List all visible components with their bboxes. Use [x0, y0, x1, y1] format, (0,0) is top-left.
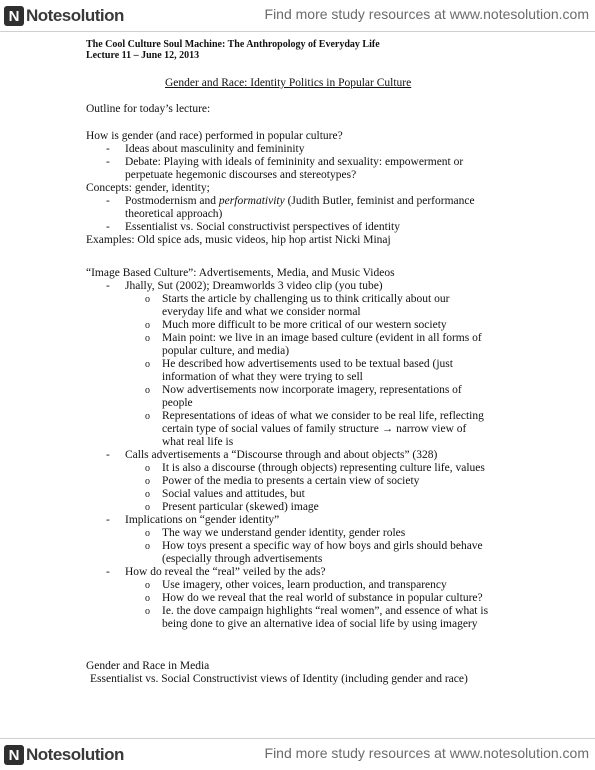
circle-bullet: o [145, 333, 150, 344]
sub-item: Much more difficult to be more critical of our western society [162, 319, 447, 331]
sub-item-continued: popular culture, and media) [162, 345, 290, 357]
top-banner [0, 0, 595, 32]
circle-bullet: o [145, 502, 150, 513]
sub-item-continued: what real life is [162, 436, 234, 448]
examples-line: Examples: Old spice ads, music videos, hip hop artist Nicki Minaj [86, 234, 391, 246]
circle-bullet: o [145, 320, 150, 331]
list-item: Ideas about masculinity and femininity [125, 143, 305, 155]
notesolution-logo-footer[interactable] [4, 743, 124, 767]
study-resources-link-footer[interactable]: Find more study resources at www.notesolution.com [264, 745, 589, 761]
logo-icon: N [4, 745, 24, 765]
sub-item-continued: information of what they were trying to sell [162, 371, 363, 383]
study-resources-link[interactable]: Find more study resources at www.notesolution.com [264, 6, 589, 22]
list-item-continued: perpetuate hegemonic discourses and stereotypes? [125, 169, 357, 181]
circle-bullet: o [145, 476, 150, 487]
section-subheading: Essentialist vs. Social Constructivist views of Identity (including gender and race) [90, 673, 468, 685]
circle-bullet: o [145, 385, 150, 396]
circle-bullet: o [145, 606, 150, 617]
circle-bullet: o [145, 528, 150, 539]
circle-bullet: o [145, 593, 150, 604]
dash-bullet: - [106, 280, 110, 292]
sub-item: He described how advertisements used to be textual based (just [162, 358, 453, 370]
sub-item: Present particular (skewed) image [162, 501, 319, 513]
dash-bullet: - [106, 449, 110, 461]
outline-label: Outline for today’s lecture: [86, 103, 211, 115]
circle-bullet: o [145, 541, 150, 552]
bottom-banner [0, 738, 595, 770]
list-item: Jhally, Sut (2002); Dreamworlds 3 video clip (you tube) [125, 280, 383, 292]
dash-bullet: - [106, 195, 110, 207]
circle-bullet: o [145, 463, 150, 474]
sub-item: The way we understand gender identity, gender roles [162, 527, 406, 539]
dash-bullet: - [106, 514, 110, 526]
notesolution-logo[interactable] [4, 4, 124, 28]
list-item: Essentialist vs. Social constructivist perspectives of identity [125, 221, 400, 233]
sub-item-continued: certain type of social values of family structure → narrow view of [162, 423, 467, 435]
section-heading: Gender and Race in Media [86, 660, 210, 672]
sub-item-continued: (especially through advertisements [162, 553, 323, 565]
concepts-heading: Concepts: gender, identity; [86, 182, 210, 194]
circle-bullet: o [145, 489, 150, 500]
sub-item: Use imagery, other voices, learn production, and transparency [162, 579, 447, 591]
sub-item: How toys present a specific way of how boys and girls should behave [162, 540, 483, 552]
sub-item-continued: people [162, 397, 193, 409]
list-item: Debate: Playing with ideals of femininity and sexuality: empowerment or [125, 156, 464, 168]
logo-icon: N [4, 6, 24, 26]
lecture-date: Lecture 11 – June 12, 2013 [86, 50, 200, 61]
sub-item-continued: everyday life and what we consider normal [162, 306, 361, 318]
circle-bullet: o [145, 580, 150, 591]
course-title: The Cool Culture Soul Machine: The Anthropology of Everyday Life [86, 39, 380, 50]
question-heading: How is gender (and race) performed in popular culture? [86, 130, 343, 142]
list-item: Implications on “gender identity” [125, 514, 280, 526]
sub-item: Social values and attitudes, but [162, 488, 305, 500]
logo-wordmark: Notesolution [26, 745, 124, 764]
sub-item: How do we reveal that the real world of substance in popular culture? [162, 592, 483, 604]
logo-wordmark: Notesolution [26, 6, 124, 25]
list-item: Postmodernism and performativity (Judith Butler, feminist and performance [125, 195, 475, 207]
sub-item: Power of the media to presents a certain view of society [162, 475, 420, 487]
list-item: Calls advertisements a “Discourse through and about objects” (328) [125, 449, 438, 461]
sub-item: Starts the article by challenging us to think critically about our [162, 293, 450, 305]
sub-item: Representations of ideas of what we consider to be real life, reflecting [162, 410, 484, 422]
circle-bullet: o [145, 411, 150, 422]
dash-bullet: - [106, 566, 110, 578]
list-item-continued: theoretical approach) [125, 208, 223, 220]
circle-bullet: o [145, 294, 150, 305]
sub-item: Main point: we live in an image based culture (evident in all forms of [162, 332, 482, 344]
sub-item-continued: being done to give an alternative idea of social life by using imagery [162, 618, 478, 630]
list-item: How do reveal the “real” veiled by the ads? [125, 566, 326, 578]
dash-bullet: - [106, 143, 110, 155]
section-heading: “Image Based Culture”: Advertisements, Media, and Music Videos [86, 267, 395, 279]
dash-bullet: - [106, 156, 110, 168]
sub-item: It is also a discourse (through objects) representing culture life, values [162, 462, 485, 474]
dash-bullet: - [106, 221, 110, 233]
page-title: Gender and Race: Identity Politics in Popular Culture [165, 77, 412, 89]
circle-bullet: o [145, 359, 150, 370]
sub-item: Ie. the dove campaign highlights “real women”, and essence of what is [162, 605, 489, 617]
sub-item: Now advertisements now incorporate imagery, representations of [162, 384, 462, 396]
